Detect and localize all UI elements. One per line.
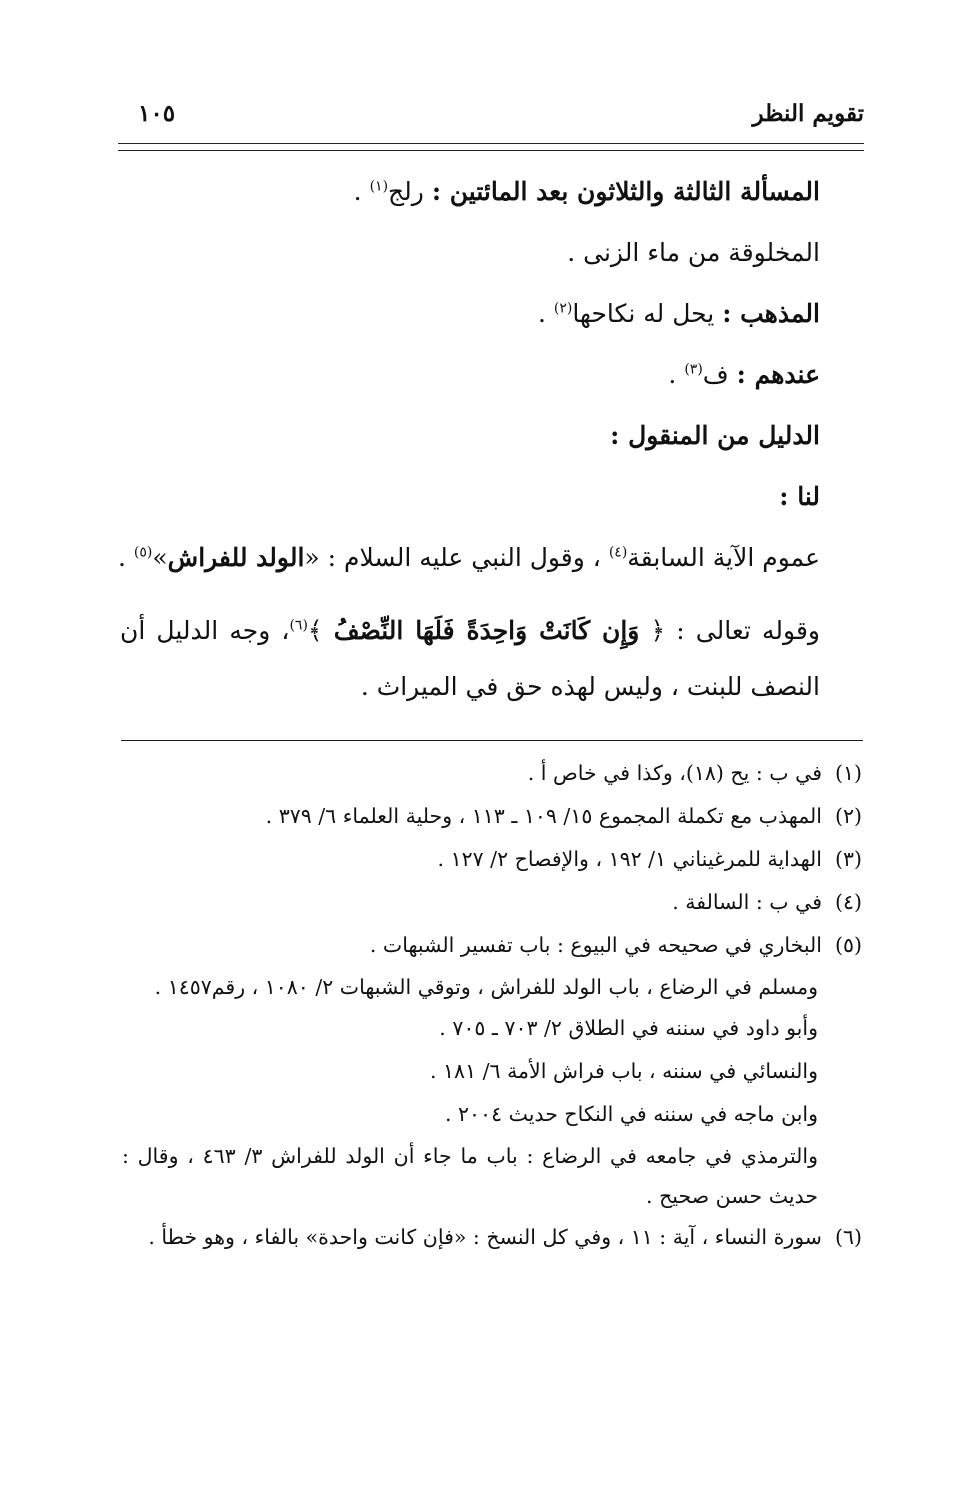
footnote-5 (122, 924, 862, 967)
quran-verse: وَإِن كَانَتْ وَاحِدَةً فَلَهَا النِّصْفُ (333, 616, 640, 645)
madhhab-label: المذهب : (722, 299, 820, 328)
madhhab-line (120, 292, 820, 353)
issue-heading: المسألة الثالثة والثلاثون بعد المائتين : (431, 177, 820, 206)
footnote-5-ibnmajah (122, 1093, 862, 1136)
paragraph-1 (120, 536, 820, 597)
p1-text-a: عموم الآية السابقة (627, 543, 820, 572)
footnote-text: والنسائي في سننه ، باب فراش الأمة ٦/ ١٨١ . (430, 1059, 818, 1083)
madhhab-text: يحل له نكاحها (572, 299, 723, 328)
footnote-3 (122, 838, 862, 881)
indahum-text: ف (702, 360, 737, 389)
footnote-2 (122, 795, 862, 838)
footnote-ref-2: (٢) (553, 300, 573, 317)
evidence-heading-line (120, 414, 820, 475)
issue-heading-line (120, 170, 820, 231)
period: . (537, 299, 554, 328)
main-text (120, 170, 820, 715)
footnote-text: في ب : يح (١٨)، وكذا في خاص أ . (527, 761, 822, 785)
footnote-number: (٤) (834, 890, 862, 914)
p2-text-c: ، وجه الدليل أن النصف للبنت ، وليس لهذه حق في الميراث . (120, 616, 820, 701)
p2-text-a: وقوله تعالى : ﴿ (639, 616, 820, 645)
footnote-rule (121, 740, 863, 741)
issue-description-text: المخلوقة من ماء الزنى . (567, 238, 820, 267)
lana-heading-line (120, 475, 820, 536)
p1-quote-close: » (152, 543, 168, 572)
p1-text-b: ، وقول النبي عليه السلام : « (304, 543, 609, 572)
footnote-ref-1: (١) (369, 178, 389, 195)
lana-heading: لنا : (779, 482, 820, 511)
hadith-text: الولد للفراش (167, 543, 305, 572)
footnote-number: (٢) (834, 804, 862, 828)
footnote-ref-4: (٤) (608, 544, 628, 561)
footnote-1 (122, 752, 862, 795)
p2-bracket-close: ﴾ (307, 616, 334, 645)
indahum-label: عندهم : (736, 360, 820, 389)
issue-title: رلج (388, 177, 432, 206)
footnote-5-abudawud (122, 1007, 862, 1050)
evidence-heading: الدليل من المنقول : (610, 421, 820, 450)
footnote-text: ومسلم في الرضاع ، باب الولد للفراش ، وتوقي الشبهات ٢/ ١٠٨٠ ، رقم١٤٥٧ . (154, 975, 818, 999)
footnote-text: وابن ماجه في سننه في النكاح حديث ٢٠٠٤ . (444, 1102, 818, 1126)
footnote-number: (٣) (834, 847, 862, 871)
footnotes (122, 752, 862, 1259)
footnote-text: المهذب مع تكملة المجموع ١٥/ ١٠٩ ـ ١١٣ ، وحلية العلماء ٦/ ٣٧٩ . (265, 804, 822, 828)
footnote-text: البخاري في صحيحه في البيوع : باب تفسير الشبهات . (369, 933, 822, 957)
page-header (118, 100, 864, 140)
footnote-5-tirmidhi (122, 1136, 862, 1216)
footnote-ref-5: (٥) (133, 544, 153, 561)
footnote-text: سورة النساء ، آية : ١١ ، وفي كل النسخ : «فإن كانت واحدة» بالفاء ، وهو خطأ . (148, 1225, 822, 1249)
header-rule-secondary (118, 150, 864, 151)
page-number: ١٠٥ (138, 100, 176, 127)
header-rule (118, 143, 864, 144)
period: . (118, 543, 134, 572)
footnote-6 (122, 1216, 862, 1259)
period: . (668, 360, 685, 389)
footnote-5-muslim (122, 967, 862, 1007)
footnote-5-nasai (122, 1050, 862, 1093)
footnote-text: والترمذي في جامعه في الرضاع : باب ما جاء أن الولد للفراش ٣/ ٤٦٣ ، وقال : حديث حسن صحيح . (122, 1144, 818, 1208)
indahum-line (120, 353, 820, 414)
footnote-4 (122, 881, 862, 924)
footnote-ref-3: (٣) (684, 361, 703, 378)
paragraph-2 (120, 603, 820, 715)
footnote-text: في ب : السالفة . (672, 890, 822, 914)
period: . (353, 177, 370, 206)
running-title: تقويم النظر (752, 100, 864, 127)
footnote-ref-6: (٦) (289, 617, 308, 634)
issue-description (120, 231, 820, 292)
footnote-number: (٥) (834, 933, 862, 957)
footnote-text: الهداية للمرغيناني ١/ ١٩٢ ، والإفصاح ٢/ ١٢٧ . (437, 847, 822, 871)
footnote-text: وأبو داود في سننه في الطلاق ٢/ ٧٠٣ ـ ٧٠٥ . (439, 1016, 818, 1040)
footnote-number: (٦) (834, 1225, 862, 1249)
footnote-number: (١) (834, 761, 862, 785)
